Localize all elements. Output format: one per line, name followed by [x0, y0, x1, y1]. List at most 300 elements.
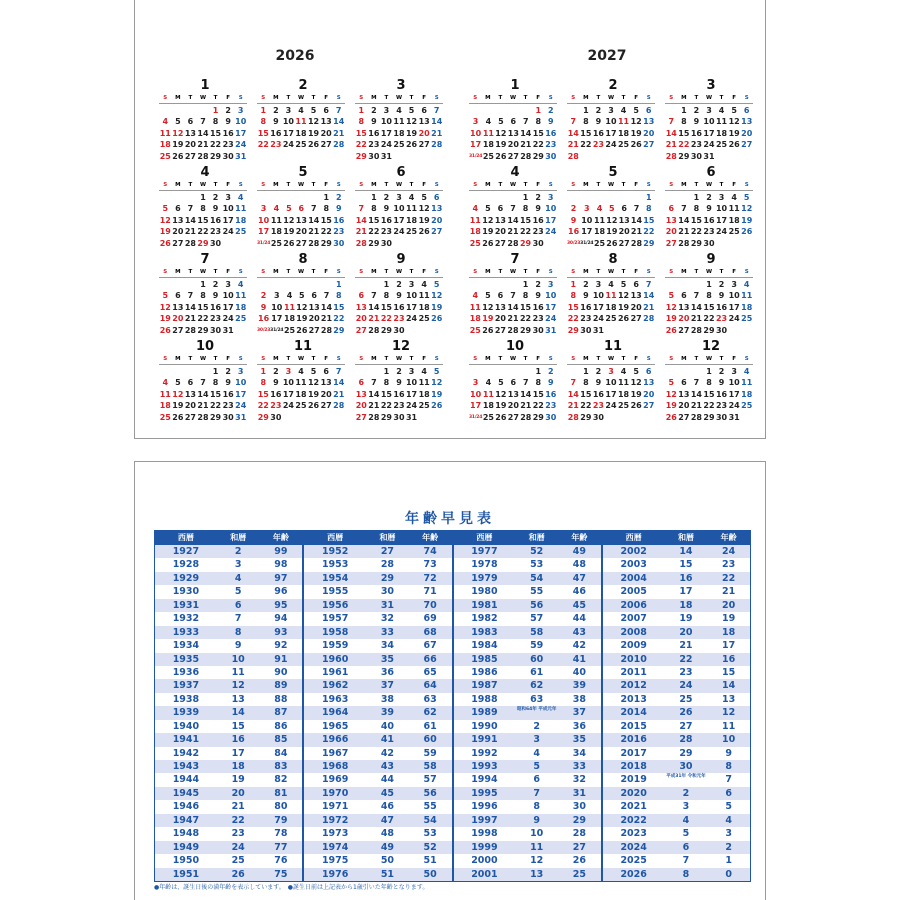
day-cell: 24 — [728, 401, 740, 411]
age-row — [304, 868, 451, 881]
day-grid — [665, 279, 753, 336]
age-cell: 46 — [572, 586, 586, 598]
month-11 — [565, 339, 661, 426]
seireki-cell: 1936 — [172, 666, 200, 678]
age-cell: 38 — [572, 693, 586, 705]
weekday-label: W — [199, 95, 207, 101]
weekday-label: F — [226, 356, 231, 362]
day-cell: 23 — [580, 314, 592, 324]
day-cell: 7 — [371, 291, 377, 301]
age-row — [454, 545, 601, 558]
day-cell — [418, 325, 431, 336]
weekday-label: W — [199, 182, 207, 188]
age-row — [304, 733, 451, 746]
day-grid — [257, 192, 345, 249]
day-cell: 25 — [617, 140, 630, 150]
day-cell: 28 — [308, 238, 320, 248]
day-cell — [520, 366, 532, 377]
day-cell: 28 — [507, 238, 519, 248]
day-cell: 13 — [643, 378, 655, 388]
wareki-cell: 7 — [234, 613, 242, 625]
age-cell: 44 — [572, 613, 586, 625]
day-cell: 25 — [482, 151, 494, 161]
seireki-cell: 1990 — [471, 720, 498, 732]
day-cell: 22 — [703, 401, 715, 411]
day-cell: 25 — [482, 412, 494, 422]
day-cell: 11 — [418, 378, 430, 388]
seireki-cell: 1998 — [471, 828, 498, 840]
age-row — [304, 773, 451, 786]
year-title: 2027 — [587, 48, 627, 64]
day-cell: 2 — [706, 193, 712, 202]
seireki-cell: 1974 — [321, 841, 349, 853]
seireki-cell: 1975 — [321, 855, 349, 867]
weekday-header — [469, 355, 557, 365]
day-cell: 13 — [494, 215, 506, 225]
day-cell: 9 — [583, 291, 589, 301]
day-cell: 7 — [187, 204, 194, 214]
day-cell: 21 — [630, 227, 643, 237]
day-cell — [257, 279, 270, 290]
day-cell: 3 — [273, 291, 280, 301]
weekday-label: T — [596, 356, 601, 362]
day-cell: 23 — [545, 401, 557, 411]
age-cell: 11 — [722, 720, 736, 732]
day-cell: 27 — [741, 140, 753, 150]
seireki-cell: 1968 — [321, 761, 349, 772]
day-cell: 19 — [418, 215, 430, 225]
seireki-cell: 2009 — [620, 640, 647, 652]
day-cell — [405, 325, 418, 336]
day-cell: 27 — [507, 412, 519, 422]
day-grid — [257, 366, 345, 423]
day-cell — [665, 192, 678, 203]
seireki-cell: 1995 — [471, 787, 498, 799]
day-cell: 18 — [715, 128, 728, 138]
day-cell: 8 — [336, 291, 342, 301]
weekday-label: F — [536, 356, 541, 362]
day-grid — [567, 366, 655, 423]
weekday-label: T — [523, 356, 528, 362]
weekday-header — [665, 181, 753, 191]
day-cell: 1 — [706, 367, 712, 376]
weekday-label: S — [434, 95, 439, 101]
day-cell: 6 — [621, 204, 627, 214]
day-cell: 2 — [718, 280, 725, 289]
day-cell: 18 — [418, 389, 430, 399]
day-cell: 20 — [741, 128, 753, 138]
day-cell: 19 — [405, 128, 418, 138]
day-cell: 6 — [175, 291, 181, 301]
month-5 — [565, 165, 661, 252]
age-header-cell: 年齢 — [571, 533, 588, 542]
wareki-cell: 38 — [380, 693, 395, 705]
day-cell — [507, 366, 519, 377]
day-cell: 13 — [184, 128, 196, 138]
age-row — [454, 599, 601, 612]
day-cell: 3 — [472, 378, 479, 388]
day-cell: 14 — [690, 302, 702, 312]
age-cell: 28 — [572, 828, 586, 840]
month-3 — [663, 78, 759, 165]
age-row — [304, 854, 451, 867]
age-row — [454, 639, 601, 652]
day-cell: 31/24 — [257, 240, 271, 246]
seireki-cell: 1932 — [172, 613, 200, 625]
weekday-label: S — [238, 95, 243, 101]
day-cell: 12 — [741, 204, 753, 214]
day-cell: 4 — [620, 367, 627, 376]
weekday-label: F — [324, 269, 329, 275]
weekday-header — [469, 181, 557, 191]
day-cell: 17 — [235, 389, 247, 399]
day-cell: 19 — [159, 314, 171, 324]
day-cell: 8 — [200, 291, 206, 301]
day-cell: 24 — [235, 140, 247, 150]
day-cell — [740, 151, 753, 162]
seireki-cell: 1942 — [172, 747, 200, 759]
day-cell: 31 — [235, 151, 247, 161]
day-cell: 14 — [665, 128, 677, 138]
day-cell — [642, 325, 655, 336]
weekday-header — [665, 268, 753, 278]
weekday-label: S — [744, 182, 749, 188]
seireki-cell: 2003 — [620, 559, 647, 571]
day-cell: 19 — [741, 215, 753, 225]
day-cell: 27 — [507, 151, 519, 161]
day-cell: 10 — [235, 378, 247, 388]
weekday-label: F — [634, 269, 639, 275]
day-cell: 18 — [159, 401, 171, 411]
day-cell: 4 — [162, 378, 169, 388]
day-cell: 22 — [580, 140, 592, 150]
day-cell: 25 — [605, 314, 617, 324]
weekday-label: T — [384, 95, 389, 101]
day-grid — [355, 105, 443, 162]
weekday-label: S — [548, 269, 553, 275]
seireki-cell: 1955 — [321, 586, 349, 598]
age-row — [454, 760, 601, 773]
day-cell: 31 — [405, 412, 418, 422]
age-cell: 52 — [423, 841, 437, 853]
day-cell: 2 — [212, 280, 219, 289]
day-cell: 30 — [703, 238, 715, 248]
day-cell: 25 — [715, 140, 728, 150]
day-cell: 5 — [743, 193, 750, 202]
age-row — [603, 814, 750, 827]
day-cell: 3 — [408, 280, 415, 289]
month-11 — [255, 339, 351, 426]
seireki-cell: 1972 — [321, 814, 349, 826]
wareki-cell: 40 — [380, 720, 395, 732]
day-cell — [320, 412, 333, 423]
day-cell: 18 — [482, 140, 494, 150]
weekday-label: M — [371, 356, 377, 362]
weekday-label: S — [163, 356, 168, 362]
day-cell: 9 — [547, 378, 554, 388]
age-cell: 0 — [725, 868, 732, 880]
day-cell: 20 — [320, 389, 332, 399]
day-cell: 12 — [307, 378, 320, 388]
months-grid — [157, 78, 457, 426]
weekday-label: T — [596, 269, 601, 275]
day-cell: 17 — [222, 302, 234, 312]
day-cell — [690, 366, 703, 377]
wareki-cell: 57 — [530, 613, 544, 625]
weekday-label: T — [596, 182, 601, 188]
day-cell: 26 — [630, 401, 642, 411]
day-cell — [482, 105, 494, 116]
seireki-cell: 1992 — [471, 747, 498, 759]
day-cell — [507, 279, 520, 290]
day-cell: 5 — [299, 291, 305, 301]
weekday-label: T — [621, 182, 626, 188]
day-cell: 6 — [668, 204, 675, 214]
day-cell: 20 — [320, 128, 332, 138]
weekday-label: S — [571, 182, 576, 188]
day-cell: 18 — [393, 128, 405, 138]
day-cell: 16 — [209, 302, 222, 312]
day-cell: 31 — [592, 325, 604, 335]
day-cell: 1 — [383, 280, 390, 289]
day-cell: 15 — [333, 302, 345, 312]
wareki-cell: 23 — [679, 666, 693, 678]
seireki-cell: 2005 — [620, 586, 647, 598]
day-cell: 27 — [308, 325, 320, 335]
age-cell: 69 — [423, 613, 437, 625]
day-cell: 4 — [396, 106, 402, 115]
day-cell: 21 — [520, 140, 532, 150]
day-cell: 18 — [605, 302, 617, 312]
month-number: 5 — [298, 165, 308, 180]
day-cell: 31/24 — [469, 153, 483, 159]
weekday-label: S — [163, 182, 168, 188]
day-cell: 19 — [665, 401, 677, 411]
seireki-cell: 1996 — [471, 801, 498, 813]
age-row — [454, 626, 601, 639]
day-cell: 12 — [728, 117, 740, 127]
day-cell — [678, 366, 691, 377]
age-cell: 76 — [274, 855, 288, 867]
day-cell: 20 — [355, 401, 367, 411]
day-cell: 30 — [393, 412, 405, 422]
weekday-label: S — [336, 95, 341, 101]
seireki-cell: 1941 — [172, 734, 200, 746]
day-cell: 13 — [184, 389, 196, 399]
weekday-label: F — [226, 269, 231, 275]
day-cell: 1 — [646, 193, 652, 202]
day-cell: 8 — [200, 204, 206, 214]
day-cell: 22 — [197, 227, 209, 237]
day-cell: 25 — [593, 238, 606, 248]
day-cell: 4 — [485, 378, 492, 388]
age-cell: 31 — [572, 787, 586, 799]
weekday-label: T — [213, 182, 218, 188]
day-cell — [270, 192, 282, 203]
wareki-cell: 34 — [380, 640, 395, 652]
day-cell: 16 — [209, 215, 222, 225]
seireki-cell: 2002 — [620, 546, 647, 557]
age-row — [603, 612, 750, 625]
day-cell: 7 — [187, 291, 194, 301]
age-row — [155, 706, 302, 719]
day-cell: 21 — [665, 140, 677, 150]
day-cell: 21 — [567, 401, 579, 411]
day-cell — [159, 105, 172, 116]
day-cell: 12 — [617, 291, 630, 301]
weekday-label: M — [583, 356, 589, 362]
day-cell: 11 — [469, 302, 481, 312]
weekday-label: T — [286, 95, 291, 101]
weekday-label: T — [384, 356, 389, 362]
weekday-label: M — [681, 356, 687, 362]
day-cell: 14 — [355, 215, 367, 225]
wareki-cell: 16 — [679, 572, 693, 584]
wareki-cell: 4 — [234, 572, 242, 584]
day-cell: 9 — [595, 117, 602, 127]
day-cell — [469, 105, 482, 116]
day-cell: 10 — [545, 291, 557, 301]
day-cell: 21 — [197, 401, 209, 411]
seireki-cell: 2011 — [620, 666, 647, 678]
age-row — [454, 747, 601, 760]
age-cell: 83 — [274, 761, 288, 772]
day-cell: 18 — [741, 302, 753, 312]
weekday-header — [257, 94, 345, 104]
age-cell: 37 — [572, 707, 586, 719]
day-cell — [606, 192, 618, 203]
day-cell: 14 — [630, 215, 643, 225]
day-cell: 26 — [665, 412, 677, 422]
day-cell: 21 — [333, 128, 345, 138]
seireki-cell: 1945 — [172, 787, 200, 799]
weekday-label: S — [548, 95, 553, 101]
day-cell — [405, 151, 418, 162]
month-number: 12 — [391, 339, 411, 354]
weekday-header — [159, 94, 247, 104]
day-cell: 18 — [405, 215, 418, 225]
day-cell: 26 — [172, 151, 184, 161]
day-cell: 17 — [405, 302, 418, 312]
month-number: 4 — [510, 165, 520, 180]
weekday-label: T — [498, 182, 503, 188]
wareki-cell: 54 — [530, 572, 544, 584]
weekday-label: S — [669, 95, 674, 101]
wareki-cell: 26 — [231, 868, 245, 880]
day-cell: 7 — [510, 291, 516, 301]
seireki-cell: 1977 — [471, 546, 498, 557]
weekday-label: S — [261, 182, 266, 188]
seireki-cell: 1982 — [471, 613, 498, 625]
age-cell: 79 — [274, 814, 288, 826]
age-row — [603, 800, 750, 813]
seireki-cell: 2014 — [620, 707, 647, 719]
day-cell: 3 — [583, 204, 590, 214]
day-cell: 9 — [225, 117, 231, 127]
day-cell: 19 — [283, 227, 295, 237]
day-cell: 6 — [187, 378, 194, 388]
day-cell: 29 — [380, 412, 392, 422]
day-cell: 27 — [184, 412, 196, 422]
day-cell: 17 — [545, 302, 557, 312]
weekday-label: F — [226, 182, 231, 188]
day-cell: 27 — [665, 238, 677, 248]
day-cell: 7 — [323, 291, 330, 301]
seireki-cell: 1961 — [321, 666, 349, 678]
wareki-cell: 26 — [679, 707, 693, 719]
day-cell — [469, 192, 482, 203]
seireki-cell: 1985 — [471, 653, 498, 665]
weekday-label: F — [634, 95, 639, 101]
day-cell: 18 — [159, 140, 171, 150]
day-cell: 26 — [431, 314, 443, 324]
age-cell: 80 — [274, 801, 288, 813]
age-row — [454, 679, 601, 692]
month-number: 1 — [200, 78, 210, 93]
age-cell: 32 — [572, 774, 586, 786]
day-cell: 28 — [690, 325, 702, 335]
seireki-cell: 1965 — [321, 720, 349, 732]
day-cell: 6 — [743, 106, 750, 115]
day-grid — [355, 366, 443, 423]
day-cell — [630, 412, 643, 423]
age-row — [603, 760, 750, 773]
wareki-cell: 21 — [231, 801, 245, 813]
day-cell: 20 — [665, 227, 677, 237]
age-cell: 40 — [572, 666, 586, 678]
day-cell: 12 — [495, 389, 507, 399]
day-cell: 10 — [545, 204, 557, 214]
wareki-cell: 25 — [679, 693, 693, 705]
age-cell: 39 — [572, 680, 586, 692]
day-cell: 19 — [296, 314, 308, 324]
day-cell: 9 — [371, 117, 377, 127]
age-row — [454, 720, 601, 733]
day-cell: 6 — [681, 291, 687, 301]
day-cell: 26 — [495, 151, 507, 161]
age-column — [304, 531, 451, 881]
day-cell: 6 — [421, 106, 427, 115]
weekday-header — [567, 94, 655, 104]
age-cell: 61 — [423, 720, 437, 732]
seireki-cell: 2007 — [620, 613, 647, 625]
wareki-cell: 28 — [380, 559, 395, 571]
day-cell: 27 — [355, 412, 367, 422]
day-cell — [642, 412, 655, 423]
day-cell — [618, 192, 630, 203]
age-row — [603, 827, 750, 840]
day-cell: 28 — [520, 151, 532, 161]
day-cell: 3 — [225, 280, 231, 289]
day-cell: 10 — [393, 204, 405, 214]
day-cell: 29 — [209, 151, 222, 161]
weekday-label: T — [384, 182, 389, 188]
age-cell: 88 — [274, 693, 288, 705]
day-cell: 24 — [405, 314, 418, 324]
day-cell: 2 — [595, 367, 602, 376]
day-cell: 4 — [743, 367, 750, 376]
age-cell: 33 — [572, 761, 586, 772]
day-cell: 13 — [172, 215, 184, 225]
age-cell: 14 — [722, 680, 736, 692]
weekday-label: M — [485, 356, 491, 362]
age-row — [155, 760, 302, 773]
month-9 — [353, 252, 449, 339]
day-cell: 25 — [283, 325, 296, 335]
month-8 — [565, 252, 661, 339]
weekday-label: S — [646, 269, 651, 275]
day-cell: 25 — [270, 238, 282, 248]
